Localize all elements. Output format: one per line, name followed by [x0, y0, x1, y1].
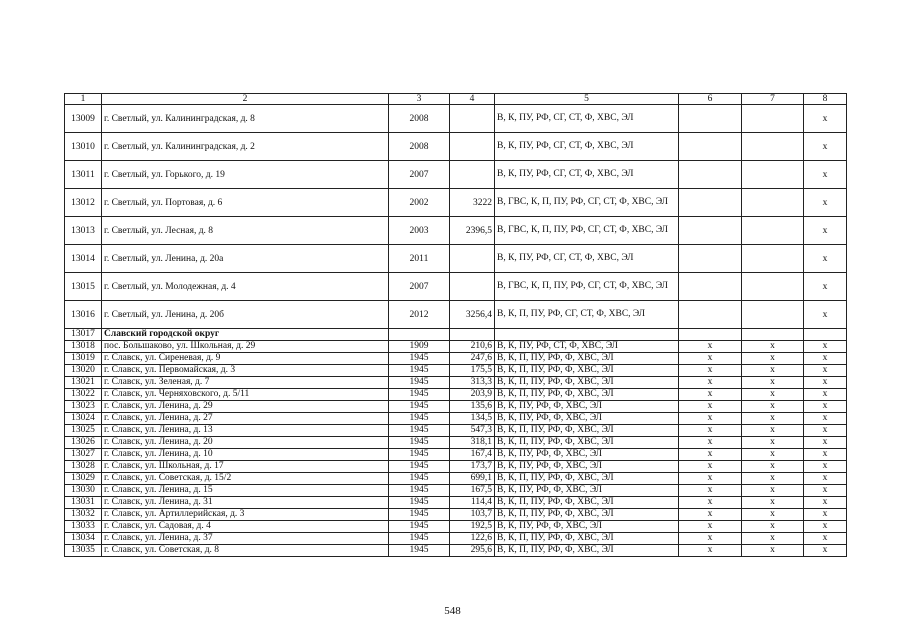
cell-c6	[679, 133, 742, 161]
cell-services: В, К, ПУ, РФ, Ф, ХВС, ЭЛ	[495, 484, 679, 496]
cell-c8: х	[804, 532, 847, 544]
cell-area: 247,6	[450, 352, 495, 364]
cell-address: г. Светлый, ул. Горького, д. 19	[102, 161, 389, 189]
cell-year: 1945	[389, 544, 450, 556]
cell-c7: х	[742, 460, 804, 472]
cell-c8: х	[804, 400, 847, 412]
cell-address: г. Славск, ул. Ленина, д. 10	[102, 448, 389, 460]
table-row	[65, 217, 847, 245]
cell-year: 2007	[389, 273, 450, 301]
cell-c7: х	[742, 364, 804, 376]
table-row	[65, 460, 847, 472]
cell-services: В, К, П, ПУ, РФ, Ф, ХВС, ЭЛ	[495, 472, 679, 484]
cell-address: г. Славск, ул. Зеленая, д. 7	[102, 376, 389, 388]
empty-cell	[679, 329, 742, 341]
cell-c7: х	[742, 352, 804, 364]
cell-address: г. Славск, ул. Первомайская, д. 3	[102, 364, 389, 376]
table-body	[65, 94, 847, 557]
cell-c7: х	[742, 544, 804, 556]
cell-services: В, К, ПУ, РФ, СГ, СТ, Ф, ХВС, ЭЛ	[495, 161, 679, 189]
cell-id: 13012	[65, 189, 102, 217]
cell-c6: х	[679, 352, 742, 364]
cell-services: В, К, П, ПУ, РФ, Ф, ХВС, ЭЛ	[495, 544, 679, 556]
cell-year: 2011	[389, 245, 450, 273]
cell-year: 1945	[389, 388, 450, 400]
table-row	[65, 133, 847, 161]
cell-area	[450, 133, 495, 161]
table-row	[65, 400, 847, 412]
cell-id: 13010	[65, 133, 102, 161]
cell-c6: х	[679, 400, 742, 412]
header-cell: 5	[495, 94, 679, 105]
cell-id: 13027	[65, 448, 102, 460]
table-row	[65, 496, 847, 508]
cell-c8: х	[804, 472, 847, 484]
cell-area: 173,7	[450, 460, 495, 472]
cell-address: г. Светлый, ул. Молодежная, д. 4	[102, 273, 389, 301]
cell-c7	[742, 133, 804, 161]
cell-address: г. Светлый, ул. Лесная, д. 8	[102, 217, 389, 245]
table-row	[65, 189, 847, 217]
empty-cell	[495, 329, 679, 341]
cell-id: 13018	[65, 340, 102, 352]
cell-area: 134,5	[450, 412, 495, 424]
cell-area	[450, 273, 495, 301]
cell-area: 175,5	[450, 364, 495, 376]
cell-c8: х	[804, 352, 847, 364]
cell-c6: х	[679, 388, 742, 400]
cell-address: г. Славск, ул. Советская, д. 8	[102, 544, 389, 556]
cell-c6: х	[679, 364, 742, 376]
cell-c6: х	[679, 448, 742, 460]
cell-year: 2008	[389, 105, 450, 133]
cell-year: 1945	[389, 412, 450, 424]
cell-c6: х	[679, 520, 742, 532]
cell-c8: х	[804, 388, 847, 400]
cell-id: 13022	[65, 388, 102, 400]
cell-id: 13021	[65, 376, 102, 388]
table-row	[65, 245, 847, 273]
cell-id: 13035	[65, 544, 102, 556]
cell-c8: х	[804, 376, 847, 388]
cell-id: 13029	[65, 472, 102, 484]
cell-c6	[679, 189, 742, 217]
cell-address: г. Славск, ул. Ленина, д. 20	[102, 436, 389, 448]
cell-c8: х	[804, 508, 847, 520]
table-row	[65, 388, 847, 400]
cell-services: В, К, ПУ, РФ, Ф, ХВС, ЭЛ	[495, 520, 679, 532]
section-row	[65, 329, 847, 341]
cell-year: 2008	[389, 133, 450, 161]
cell-area: 103,7	[450, 508, 495, 520]
cell-c7	[742, 245, 804, 273]
header-cell: 4	[450, 94, 495, 105]
cell-id: 13031	[65, 496, 102, 508]
cell-address: г. Славск, ул. Ленина, д. 37	[102, 532, 389, 544]
cell-id: 13016	[65, 301, 102, 329]
cell-area: 3222	[450, 189, 495, 217]
cell-services: В, К, П, ПУ, РФ, Ф, ХВС, ЭЛ	[495, 388, 679, 400]
cell-c6	[679, 245, 742, 273]
header-cell: 3	[389, 94, 450, 105]
cell-address: г. Славск, ул. Ленина, д. 31	[102, 496, 389, 508]
cell-area: 313,3	[450, 376, 495, 388]
empty-cell	[450, 329, 495, 341]
cell-year: 1945	[389, 460, 450, 472]
cell-c6: х	[679, 376, 742, 388]
section-title: Славский городской округ	[102, 329, 389, 341]
cell-address: г. Светлый, ул. Калининградская, д. 2	[102, 133, 389, 161]
cell-area	[450, 105, 495, 133]
cell-id: 13026	[65, 436, 102, 448]
cell-c8: х	[804, 520, 847, 532]
cell-services: В, К, ПУ, РФ, Ф, ХВС, ЭЛ	[495, 460, 679, 472]
table-row	[65, 273, 847, 301]
cell-id: 13011	[65, 161, 102, 189]
cell-c7	[742, 105, 804, 133]
cell-c6	[679, 105, 742, 133]
cell-c6: х	[679, 340, 742, 352]
cell-c8: х	[804, 460, 847, 472]
cell-services: В, К, ПУ, РФ, Ф, ХВС, ЭЛ	[495, 412, 679, 424]
cell-c7	[742, 301, 804, 329]
cell-c6: х	[679, 508, 742, 520]
cell-address: г. Славск, ул. Артиллерийская, д. 3	[102, 508, 389, 520]
cell-id: 13019	[65, 352, 102, 364]
cell-area: 192,5	[450, 520, 495, 532]
cell-area: 3256,4	[450, 301, 495, 329]
cell-c6: х	[679, 460, 742, 472]
cell-id: 13024	[65, 412, 102, 424]
cell-services: В, К, ПУ, РФ, Ф, ХВС, ЭЛ	[495, 400, 679, 412]
cell-address: пос. Большаково, ул. Школьная, д. 29	[102, 340, 389, 352]
cell-c8: х	[804, 273, 847, 301]
header-cell: 1	[65, 94, 102, 105]
cell-c7: х	[742, 340, 804, 352]
cell-year: 1945	[389, 364, 450, 376]
cell-c6	[679, 161, 742, 189]
cell-id: 13033	[65, 520, 102, 532]
cell-services: В, К, П, ПУ, РФ, Ф, ХВС, ЭЛ	[495, 364, 679, 376]
cell-c7: х	[742, 412, 804, 424]
cell-services: В, К, П, ПУ, РФ, Ф, ХВС, ЭЛ	[495, 496, 679, 508]
cell-address: г. Славск, ул. Садовая, д. 4	[102, 520, 389, 532]
cell-services: В, К, ПУ, РФ, СГ, СТ, Ф, ХВС, ЭЛ	[495, 245, 679, 273]
cell-c7: х	[742, 448, 804, 460]
empty-cell	[742, 329, 804, 341]
cell-id: 13020	[65, 364, 102, 376]
cell-year: 1945	[389, 532, 450, 544]
cell-c8: х	[804, 301, 847, 329]
table-row	[65, 105, 847, 133]
table-row	[65, 544, 847, 556]
page-number: 548	[444, 605, 461, 617]
cell-c6: х	[679, 544, 742, 556]
cell-year: 2002	[389, 189, 450, 217]
table-row	[65, 448, 847, 460]
cell-address: г. Славск, ул. Ленина, д. 27	[102, 412, 389, 424]
cell-id: 13030	[65, 484, 102, 496]
header-cell: 6	[679, 94, 742, 105]
cell-area	[450, 245, 495, 273]
cell-c8: х	[804, 340, 847, 352]
cell-area: 318,1	[450, 436, 495, 448]
table-row	[65, 352, 847, 364]
cell-c8: х	[804, 245, 847, 273]
cell-c8: х	[804, 161, 847, 189]
cell-c7	[742, 217, 804, 245]
cell-services: В, К, П, ПУ, РФ, Ф, ХВС, ЭЛ	[495, 532, 679, 544]
cell-year: 2003	[389, 217, 450, 245]
cell-c7: х	[742, 508, 804, 520]
cell-services: В, К, П, ПУ, РФ, Ф, ХВС, ЭЛ	[495, 436, 679, 448]
cell-year: 1945	[389, 424, 450, 436]
header-cell: 8	[804, 94, 847, 105]
cell-year: 1945	[389, 352, 450, 364]
cell-id: 13017	[65, 329, 102, 341]
table-row	[65, 508, 847, 520]
cell-id: 13025	[65, 424, 102, 436]
header-cell: 2	[102, 94, 389, 105]
table-row	[65, 301, 847, 329]
table-row	[65, 412, 847, 424]
cell-c8: х	[804, 364, 847, 376]
cell-address: г. Славск, ул. Школьная, д. 17	[102, 460, 389, 472]
header-row	[65, 94, 847, 105]
cell-address: г. Славск, ул. Ленина, д. 15	[102, 484, 389, 496]
table-row	[65, 484, 847, 496]
cell-c6: х	[679, 412, 742, 424]
cell-year: 1945	[389, 472, 450, 484]
cell-c6: х	[679, 424, 742, 436]
cell-services: В, ГВС, К, П, ПУ, РФ, СГ, СТ, Ф, ХВС, ЭЛ	[495, 273, 679, 301]
cell-services: В, К, П, ПУ, РФ, Ф, ХВС, ЭЛ	[495, 376, 679, 388]
cell-area: 210,6	[450, 340, 495, 352]
cell-address: г. Светлый, ул. Ленина, д. 20б	[102, 301, 389, 329]
cell-id: 13032	[65, 508, 102, 520]
cell-c7: х	[742, 532, 804, 544]
cell-services: В, ГВС, К, П, ПУ, РФ, СГ, СТ, Ф, ХВС, ЭЛ	[495, 217, 679, 245]
cell-area: 203,9	[450, 388, 495, 400]
cell-area: 295,6	[450, 544, 495, 556]
cell-c6: х	[679, 436, 742, 448]
cell-c7: х	[742, 496, 804, 508]
cell-services: В, К, ПУ, РФ, СТ, Ф, ХВС, ЭЛ	[495, 340, 679, 352]
cell-c6: х	[679, 532, 742, 544]
cell-id: 13015	[65, 273, 102, 301]
cell-area: 114,4	[450, 496, 495, 508]
cell-area: 547,3	[450, 424, 495, 436]
table-row	[65, 520, 847, 532]
cell-year: 1945	[389, 400, 450, 412]
cell-address: г. Светлый, ул. Ленина, д. 20а	[102, 245, 389, 273]
cell-services: В, К, ПУ, РФ, Ф, ХВС, ЭЛ	[495, 448, 679, 460]
cell-c6	[679, 301, 742, 329]
cell-c7	[742, 161, 804, 189]
cell-c7: х	[742, 400, 804, 412]
cell-c6: х	[679, 472, 742, 484]
cell-c7: х	[742, 388, 804, 400]
cell-address: г. Славск, ул. Черняховского, д. 5/11	[102, 388, 389, 400]
cell-services: В, К, ПУ, РФ, СГ, СТ, Ф, ХВС, ЭЛ	[495, 105, 679, 133]
table-row	[65, 472, 847, 484]
cell-services: В, К, ПУ, РФ, СГ, СТ, Ф, ХВС, ЭЛ	[495, 133, 679, 161]
table-row	[65, 424, 847, 436]
cell-year: 2007	[389, 161, 450, 189]
cell-c8: х	[804, 544, 847, 556]
cell-c8: х	[804, 496, 847, 508]
cell-c7	[742, 273, 804, 301]
cell-c8: х	[804, 436, 847, 448]
cell-id: 13009	[65, 105, 102, 133]
cell-c7: х	[742, 472, 804, 484]
cell-address: г. Светлый, ул. Калининградская, д. 8	[102, 105, 389, 133]
cell-c6	[679, 217, 742, 245]
cell-c6: х	[679, 496, 742, 508]
cell-c7: х	[742, 520, 804, 532]
cell-address: г. Славск, ул. Советская, д. 15/2	[102, 472, 389, 484]
cell-year: 1945	[389, 508, 450, 520]
table-row	[65, 532, 847, 544]
cell-year: 1945	[389, 376, 450, 388]
cell-year: 1945	[389, 484, 450, 496]
cell-year: 2012	[389, 301, 450, 329]
cell-id: 13013	[65, 217, 102, 245]
cell-area: 2396,5	[450, 217, 495, 245]
cell-c8: х	[804, 133, 847, 161]
cell-c7	[742, 189, 804, 217]
cell-year: 1909	[389, 340, 450, 352]
cell-area	[450, 161, 495, 189]
table-row	[65, 376, 847, 388]
cell-address: г. Славск, ул. Ленина, д. 29	[102, 400, 389, 412]
cell-c8: х	[804, 189, 847, 217]
cell-id: 13014	[65, 245, 102, 273]
cell-id: 13034	[65, 532, 102, 544]
table-row	[65, 364, 847, 376]
empty-cell	[804, 329, 847, 341]
cell-c6	[679, 273, 742, 301]
empty-cell	[389, 329, 450, 341]
cell-address: г. Светлый, ул. Портовая, д. 6	[102, 189, 389, 217]
table-row	[65, 161, 847, 189]
cell-area: 699,1	[450, 472, 495, 484]
cell-year: 1945	[389, 436, 450, 448]
cell-c8: х	[804, 424, 847, 436]
cell-area: 122,6	[450, 532, 495, 544]
header-cell: 7	[742, 94, 804, 105]
cell-year: 1945	[389, 496, 450, 508]
cell-area: 135,6	[450, 400, 495, 412]
cell-c8: х	[804, 412, 847, 424]
cell-services: В, К, П, ПУ, РФ, СГ, СТ, Ф, ХВС, ЭЛ	[495, 301, 679, 329]
cell-services: В, К, П, ПУ, РФ, Ф, ХВС, ЭЛ	[495, 424, 679, 436]
cell-c8: х	[804, 217, 847, 245]
table-row	[65, 436, 847, 448]
cell-services: В, К, П, ПУ, РФ, Ф, ХВС, ЭЛ	[495, 508, 679, 520]
cell-c8: х	[804, 448, 847, 460]
cell-c8: х	[804, 105, 847, 133]
cell-c8: х	[804, 484, 847, 496]
cell-area: 167,4	[450, 448, 495, 460]
cell-id: 13028	[65, 460, 102, 472]
cell-services: В, ГВС, К, П, ПУ, РФ, СГ, СТ, Ф, ХВС, ЭЛ	[495, 189, 679, 217]
cell-year: 1945	[389, 448, 450, 460]
cell-c7: х	[742, 376, 804, 388]
cell-c7: х	[742, 424, 804, 436]
cell-services: В, К, П, ПУ, РФ, Ф, ХВС, ЭЛ	[495, 352, 679, 364]
cell-c7: х	[742, 484, 804, 496]
cell-area: 167,5	[450, 484, 495, 496]
cell-c6: х	[679, 484, 742, 496]
housing-register-table	[64, 93, 847, 557]
cell-year: 1945	[389, 520, 450, 532]
cell-address: г. Славск, ул. Сиреневая, д. 9	[102, 352, 389, 364]
cell-address: г. Славск, ул. Ленина, д. 13	[102, 424, 389, 436]
cell-c7: х	[742, 436, 804, 448]
table-row	[65, 340, 847, 352]
cell-id: 13023	[65, 400, 102, 412]
